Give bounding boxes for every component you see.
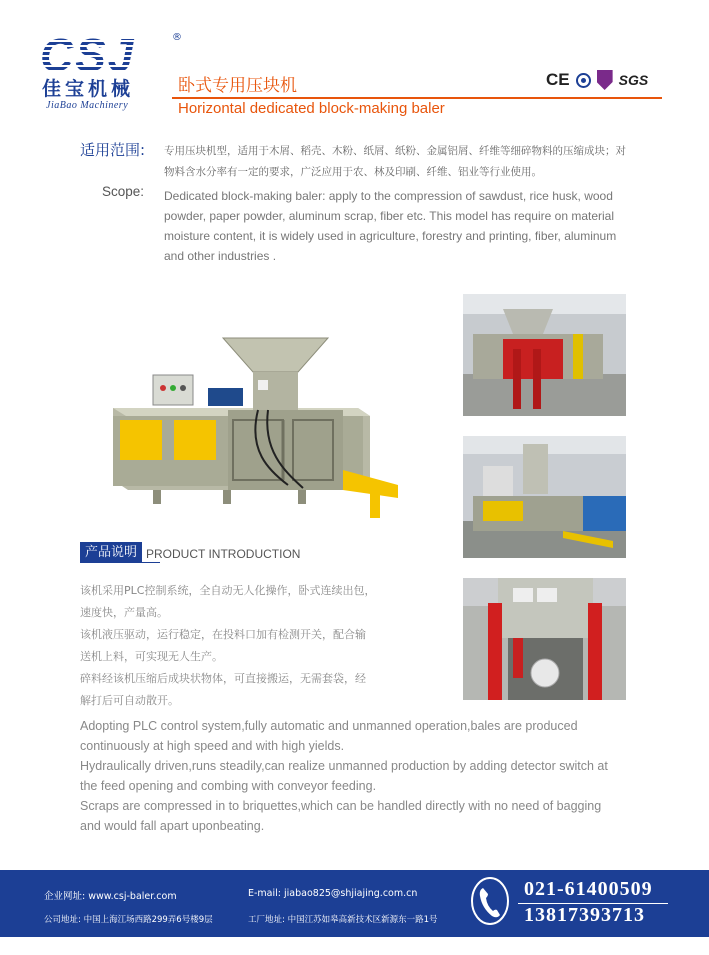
phone-number-landline[interactable]: 021-61400509 <box>524 878 653 900</box>
telephone-icon <box>470 876 510 926</box>
intro-cn-line: 该机采用PLC控制系统，全自动无人化操作，卧式连续出包， <box>80 584 376 597</box>
intro-underline <box>80 562 160 563</box>
intro-en-line: and would fall apart uponbeating. <box>80 819 265 833</box>
intro-cn-line: 送机上料，可实现无人生产。 <box>80 650 223 663</box>
registered-mark: ® <box>172 32 182 43</box>
intro-text-chinese <box>80 580 390 712</box>
logo-chinese-name: 佳宝机械 <box>42 78 135 100</box>
iso-certification-icon <box>576 73 591 88</box>
intro-en-line: Adopting PLC control system,fully automatic and unmanned operation,bales are produced <box>80 719 578 733</box>
scope-text-chinese: 专用压块机型，适用于木屑、稻壳、木粉、纸屑、纸粉、金属铝屑、纤维等细碎物料的压缩成块；对物料含水分率有一定的要求，广泛应用于农、林及印刷、纤维、铝业等行业使用。 <box>164 145 626 178</box>
company-address: 公司地址: 中国上海江场西路299弄6号楼9层 <box>44 915 213 925</box>
intro-en-line: Scraps are compressed in to briquettes,which can be handled directly with no need of bagging <box>80 799 602 813</box>
contact-footer <box>0 870 709 937</box>
intro-cn-line: 速度快，产量高。 <box>80 606 168 619</box>
certification-marks <box>546 70 648 90</box>
factory-photo-baler-outlet <box>463 578 626 700</box>
intro-cn-line: 解打后可自动散开。 <box>80 694 179 707</box>
logo-mark: CSJ <box>40 32 152 78</box>
company-logo <box>40 29 182 111</box>
logo-english-name: JiaBao Machinery <box>46 100 129 111</box>
product-introduction-heading <box>80 542 300 563</box>
company-email[interactable]: E-mail: jiabao825@shjiajing.com.cn <box>248 888 418 899</box>
baler-machine-illustration <box>108 320 408 525</box>
ce-mark-icon: CE <box>546 70 570 89</box>
company-website[interactable]: 企业网址: www.csj-baler.com <box>44 891 177 902</box>
intro-en-line: continuously at high speed and with high yields. <box>80 739 345 753</box>
sgs-mark-icon: SGS <box>618 72 649 88</box>
factory-photo-baler-workshop <box>463 436 626 558</box>
quality-shield-icon <box>597 70 613 90</box>
product-title-english: Horizontal dedicated block-making baler <box>178 100 445 117</box>
intro-en-line: Hydraulically driven,runs steadily,can realize unmanned production by adding detector switch at <box>80 759 608 773</box>
phone-number-mobile[interactable]: 13817393713 <box>524 904 645 926</box>
factory-photo-baler-red <box>463 294 626 416</box>
intro-en-line: the feed opening and combing with conveyor feeding. <box>80 779 377 793</box>
product-title-chinese: 卧式专用压块机 <box>178 76 297 96</box>
scope-label-chinese: 适用范围: <box>80 141 146 159</box>
intro-label-english: PRODUCT INTRODUCTION <box>146 547 301 561</box>
factory-address: 工厂地址: 中国江苏如皋高新技术区新源东一路1号 <box>248 915 438 925</box>
scope-text-english: Dedicated block-making baler: apply to the compression of sawdust, rice husk, wood powder, paper powder, aluminum scrap, fiber etc. This model has require on material moisture content, it is widely used in agriculture, forestry and printing, fiber, aluminum and other industries . <box>164 189 617 263</box>
intro-cn-line: 该机液压驱动，运行稳定，在投料口加有检测开关，配合输 <box>80 628 366 641</box>
intro-text-english <box>80 716 640 836</box>
intro-cn-line: 碎料经该机压缩后成块状物体，可直接搬运，无需套袋，经 <box>80 672 366 685</box>
scope-label-english: Scope: <box>102 184 145 199</box>
intro-label-chinese: 产品说明 <box>80 542 142 563</box>
